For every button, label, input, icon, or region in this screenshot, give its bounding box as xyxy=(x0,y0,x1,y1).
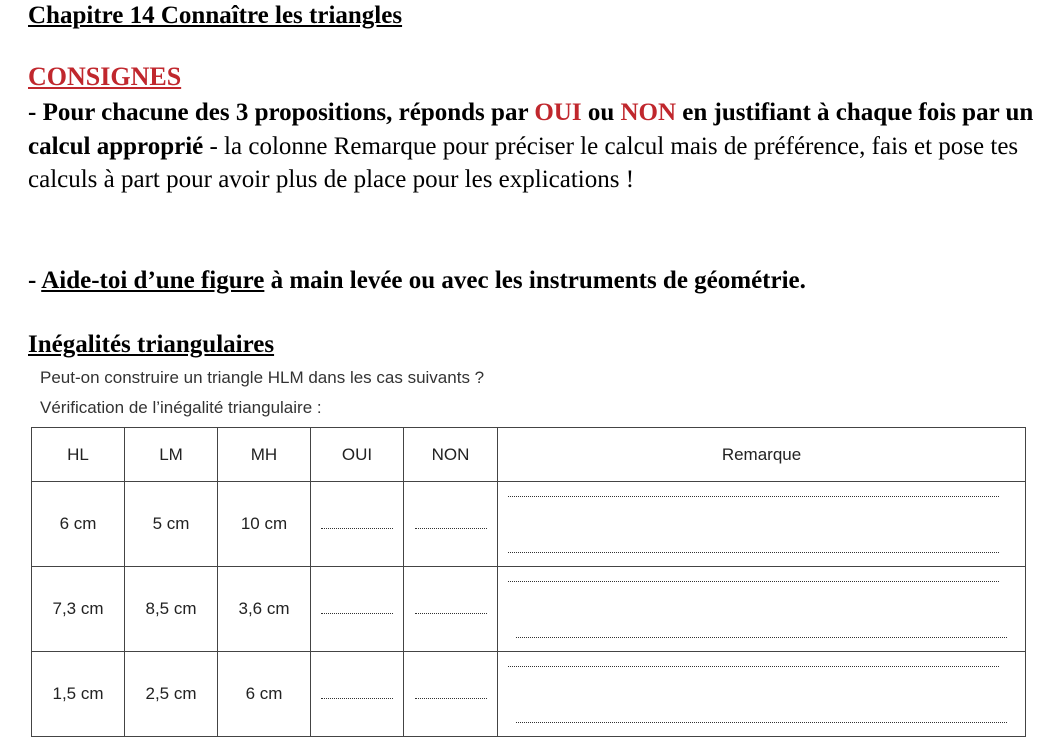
header-lm: LM xyxy=(125,428,218,482)
non-answer-line xyxy=(415,613,487,614)
cell-hl: 7,3 cm xyxy=(32,567,125,652)
figure-hint xyxy=(28,264,1038,298)
figure-hint-rest: à main levée ou avec les instruments de géométrie. xyxy=(264,267,806,294)
instructions-part-b: en justifiant à chaque fois par un calcul approprié xyxy=(28,99,1034,160)
remarque-line xyxy=(516,722,1007,723)
remarque-line xyxy=(516,637,1007,638)
remarque-line xyxy=(508,552,999,553)
cell-oui-blank[interactable] xyxy=(311,652,404,737)
oui-answer-line xyxy=(321,528,393,529)
cell-lm: 2,5 cm xyxy=(125,652,218,737)
cell-lm: 8,5 cm xyxy=(125,567,218,652)
cell-lm: 5 cm xyxy=(125,482,218,567)
oui-answer-line xyxy=(321,613,393,614)
cell-hl: 6 cm xyxy=(32,482,125,567)
figure-hint-emphasis: Aide-toi d’une figure xyxy=(41,267,265,294)
non-answer-line xyxy=(415,698,487,699)
non-keyword: NON xyxy=(620,99,677,126)
oui-answer-line xyxy=(321,698,393,699)
table-row xyxy=(32,567,1026,652)
cell-hl: 1,5 cm xyxy=(32,652,125,737)
header-remarque: Remarque xyxy=(498,428,1026,482)
header-non: NON xyxy=(404,428,498,482)
instructions-paragraph xyxy=(28,96,1038,197)
oui-keyword: OUI xyxy=(534,99,582,126)
cell-mh: 6 cm xyxy=(218,652,311,737)
cell-oui-blank[interactable] xyxy=(311,567,404,652)
cell-non-blank[interactable] xyxy=(404,652,498,737)
cell-non-blank[interactable] xyxy=(404,482,498,567)
triangle-table xyxy=(31,427,1026,737)
instructions-part-c: - la colonne Remarque pour préciser le calcul mais de préférence, fais et pose tes calculs à part pour avoir plus de place pour les explications ! xyxy=(28,132,1019,193)
header-hl: HL xyxy=(32,428,125,482)
header-oui: OUI xyxy=(311,428,404,482)
table-row xyxy=(32,482,1026,567)
chapter-title: Chapitre 14 Connaître les triangles xyxy=(28,2,403,29)
non-answer-line xyxy=(415,528,487,529)
figure-hint-dash: - xyxy=(28,267,42,294)
remarque-line xyxy=(508,666,999,667)
section-question: Peut-on construire un triangle HLM dans les cas suivants ? xyxy=(40,368,485,387)
section-title: Inégalités triangulaires xyxy=(28,331,275,358)
cell-mh: 10 cm xyxy=(218,482,311,567)
instructions-part-a: - Pour chacune des 3 propositions, réponds par xyxy=(28,99,535,126)
remarque-line xyxy=(508,496,999,497)
cell-remarque[interactable] xyxy=(498,652,1026,737)
remarque-line xyxy=(508,581,999,582)
consignes-heading: CONSIGNES xyxy=(28,62,182,91)
cell-non-blank[interactable] xyxy=(404,567,498,652)
instructions-or: ou xyxy=(581,99,621,126)
table-row xyxy=(32,652,1026,737)
cell-remarque[interactable] xyxy=(498,482,1026,567)
cell-mh: 3,6 cm xyxy=(218,567,311,652)
header-mh: MH xyxy=(218,428,311,482)
cell-oui-blank[interactable] xyxy=(311,482,404,567)
cell-remarque[interactable] xyxy=(498,567,1026,652)
section-subtitle: Vérification de l’inégalité triangulaire : xyxy=(40,398,322,417)
table-header-row xyxy=(32,428,1026,482)
